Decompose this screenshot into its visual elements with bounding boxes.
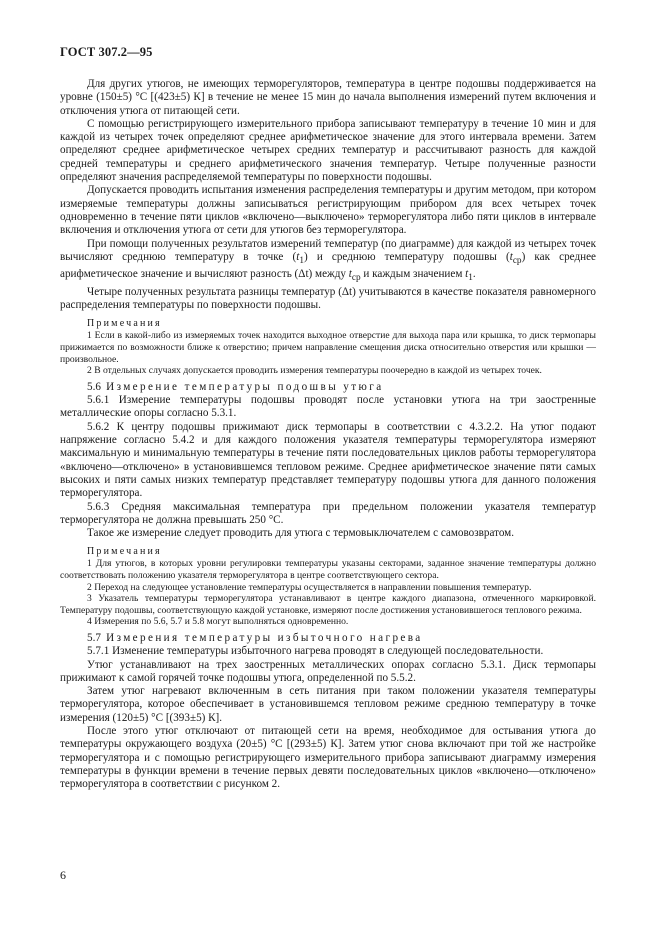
paragraph-mean-temperature: При помощи полученных результатов измерений температур (по диаграмме) для каждой из четырех точек вычисляют среднюю температуру в точке $(t_1)$ и среднюю температуру подошвы $(t_{ср})$ как среднее арифметическое значение и вычисляют разность (Δt) между $t_{ср}$ и каждым значением $t_1$. xyxy=(60,237,597,284)
standard-header: ГОСТ 307.2—95 xyxy=(60,45,153,59)
paragraph: Такое же измерение следует проводить для утюга с термовыключателем с самовозвратом. xyxy=(87,527,515,540)
notes-heading: Примечания xyxy=(87,318,162,330)
note-item: 2 В отдельных случаях допускается проводить измерения температуры поочередно в каждой из четырех точек. xyxy=(87,365,542,377)
paragraph: 5.6.3 Средняя максимальная температура при предельном положении указателя температур терморегулятора не должна превышать 250 °С. xyxy=(60,500,596,526)
paragraph: Четыре полученных результата разницы температур (Δt) учитываются в качестве показателя равномерного распределения температуры по поверхности подошвы. xyxy=(60,285,596,312)
note-item: 2 Переход на следующее установление температуры осуществляется в направлении повышения температур. xyxy=(87,581,532,593)
note-item: 4 Измерения по 5.6, 5.7 и 5.8 могут выполняться одновременно. xyxy=(87,616,349,628)
section-heading-5-7: 5.7 Измерения температуры избыточного нагрева xyxy=(87,631,423,644)
paragraph: Допускается проводить испытания изменения распределения температуры и другим методом, при котором измеряемые температуры должны записываться регистрирующим прибором для всех четырех точек одновременно в течение пяти циклов «включено—выключено» терморегулятора либо пяти циклов в интервале включения и отключения утюга от сети для утюгов без терморегулятора. xyxy=(60,184,596,237)
paragraph: 5.6.1 Измерение температуры подошвы проводят после установки утюга на три заостренные металлические опоры согласно 5.3.1. xyxy=(60,394,596,420)
note-item: 1 Если в какой-либо из измеряемых точек находится выходное отверстие для выхода пара или крышка, то диск термопары прижимается по возможности ближе к отверстию; причем направление смещения диска относительно отверстия или крышки — произвольное. xyxy=(60,330,596,365)
paragraph: 5.6.2 К центру подошвы прижимают диск термопары в соответствии с 4.3.2.2. На утюг подают напряжение согласно 5.4.2 и для каждого положения указателя температуры терморегулятора измеряют максимальную и минимальную температуры в течение пяти последовательных циклов работы терморегулятора «включено—отключено» в установившемся тепловом режиме. Среднее арифметическое значение пяти самых высоких и пяти самых низких температур представляет температуру подошвы утюга для данного положения терморегулятора. xyxy=(60,420,596,500)
document-body xyxy=(60,78,596,792)
paragraph: С помощью регистрирующего измерительного прибора записывают температуру в течение 10 мин и для каждой из четырех точек определяют среднее арифметическое значение для этого интервала времени. Затем определяют среднее арифметическое четырех средних температур и рассчитывают разность для каждой средней температуры и среднего арифметического значения температур. Четыре полученные разности определяют значения распределяемой температуры по поверхности подошвы. xyxy=(60,117,596,184)
section-heading-5-6: 5.6 Измерение температуры подошвы утюга xyxy=(87,380,384,393)
paragraph: 5.7.1 Изменение температуры избыточного нагрева проводят в следующей последовательности. xyxy=(87,645,544,658)
notes-heading: Примечания xyxy=(87,546,162,558)
paragraph: Для других утюгов, не имеющих терморегуляторов, температура в центре подошвы поддерживается на уровне (150±5) °С [(423±5) К] в течение не менее 15 мин до начала выполнения измерений путем включения и отключения утюга от питающей сети. xyxy=(60,78,596,117)
page-number: 6 xyxy=(60,868,66,882)
paragraph: После этого утюг отключают от питающей сети на время, необходимое для остывания утюга до температуры окружающего воздуха (20±5) °С [(293±5) К]. Затем утюг снова включают при той же настройке терморегулятора и с помощью регистрирующего измерительного прибора записывают диаграмму измерения температуры в функции времени в течение первых девяти последовательных циклов «включено—отключено» терморегулятора в соответствии с рисунком 2. xyxy=(60,725,596,791)
note-item: 3 Указатель температуры терморегулятора устанавливают в центре каждого диапазона, отмеченного маркировкой. Температуру подошвы, соответствующую каждой установке, измеряют после достижения установившегося теплового режима. xyxy=(60,593,596,616)
note-item: 1 Для утюгов, в которых уровни регулировки температуры указаны секторами, заданное значение температуры должно соответствовать положению указателя терморегулятора в центре соответствующего сектора. xyxy=(60,558,596,582)
paragraph: Затем утюг нагревают включенным в сеть питания при таком положении указателя температуры терморегулятора, которое обеспечивает в установившемся тепловом режиме среднюю температуру в точке измерения (120±5) °С [(393±5) К]. xyxy=(60,685,596,724)
paragraph: Утюг устанавливают на трех заостренных металлических опорах согласно 5.3.1. Диск термопары прижимают к самой горячей точке подошвы утюга, определенной по 5.5.2. xyxy=(60,658,596,684)
